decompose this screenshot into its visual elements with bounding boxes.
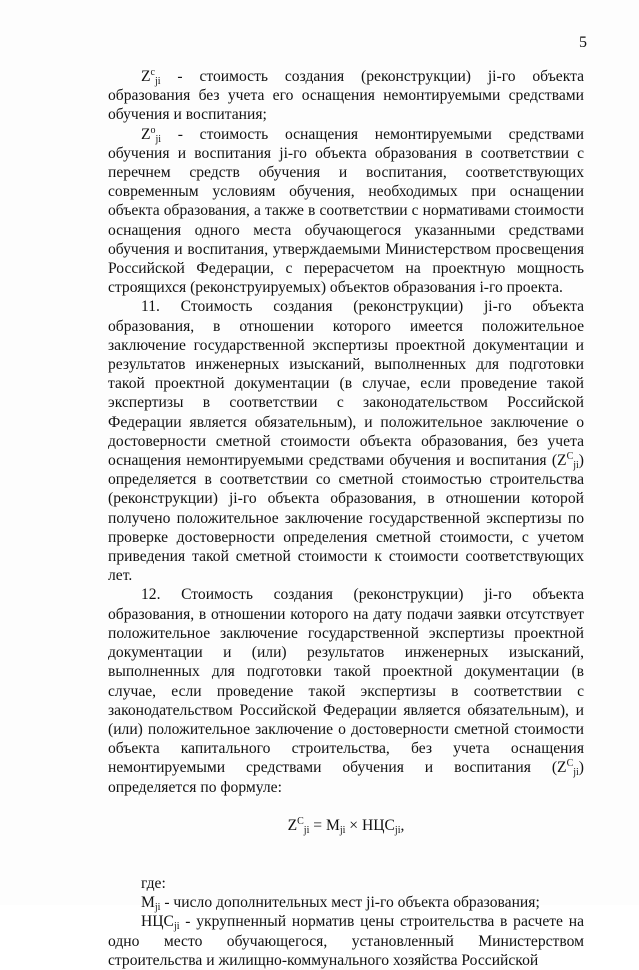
- formula-end: ,: [400, 816, 405, 834]
- legend-ncs: $НЦС_{ji}$ - укрупненный норматив цены строительства в расчете на одно место обучающегося, установленный Министерством строительства и жилищно-коммунального хозяйства Российской: [108, 913, 584, 969]
- legend-m: $M_{ji}$ - число дополнительных мест ji-го объекта образования;: [141, 894, 540, 914]
- formula-equals: =: [309, 816, 326, 834]
- item-11: 11. Стоимость создания (реконструкции) ji-го объекта образования, в отношении которого имеется положительное заключение государственной экспертизы проектной документации и результатов инженерных изысканий, выполненных для подготовки такой проектной документации (в случае, если проведение такой экспертизы в соответствии с законодательством Российской Федерации является обязательным), и положительное заключение о достоверности сметной стоимости объекта образования, без учета оснащения немонтируемыми средствами обучения и воспитания $(Z^C_{ji})$ определяется в соответствии со сметной стоимостью строительства (реконструкции) ji-го объекта образования, в отношении которой получено положительное заключение государственной экспертизы по проверке достоверности определения сметной стоимости, с учетом приведения такой сметной стоимости к стоимости соответствующих лет.: [108, 298, 584, 585]
- symbol-ncs: $НЦС_{ji}$: [141, 913, 180, 933]
- symbol-zo: $Z^o_{ji}$: [141, 124, 162, 145]
- definition-text: - стоимость создания (реконструкции) ji-го объекта образования без учета его оснащения немонтируемыми средствами обучения и воспитания;: [108, 68, 584, 124]
- symbol-zc: $Z^c_{ji}$: [141, 67, 161, 87]
- symbol-m: $M_{ji}$: [141, 894, 161, 914]
- definition-zo: [108, 125, 584, 298]
- where-label: где:: [141, 874, 166, 892]
- document-body: [108, 67, 584, 970]
- spacer: [108, 855, 584, 874]
- formula: [108, 816, 584, 835]
- item-12: 12. Стоимость создания (реконструкции) ji-го объекта образования, в отношении которого на дату подачи заявки отсутствует положительное заключение государственной экспертизы проектной документации и (или) результатов инженерных изысканий, выполненных для подготовки такой проектной документации (в случае, если проведение такой экспертизы в соответствии с законодательством Российской Федерации является обязательным), и (или) положительное заключение о достоверности сметной стоимости объекта капитального строительства, без учета оснащения немонтируемыми средствами обучения и воспитания $(Z^C_{ji})$ определяется по формуле:: [108, 586, 584, 796]
- symbol-zc-11: $Z^C_{ji}$: [557, 451, 579, 472]
- symbol-zc-12: $Z^C_{ji}$: [557, 758, 579, 779]
- formula-times: ×: [345, 816, 362, 834]
- formula-term-ncs: $НЦС_{ji}$: [361, 816, 401, 836]
- formula-term-m: $M_{ji}$: [325, 816, 346, 836]
- definition-zc: [108, 67, 584, 125]
- definition-text: - стоимость оснащения немонтируемыми средствами обучения и воспитания ji-го объекта образования в соответствии с перечнем средств обучения и воспитания, соответствующих современным условиям обучения, необходимых при оснащении объекта образования, а также в соответствии с нормативами стоимости оснащения одного места обучающегося указанными средствами обучения и воспитания, утверждаемыми Министерством просвещения Российской Федерации, с перерасчетом на проектную мощность строящихся (реконструируемых) объектов образования i-го проекта.: [108, 125, 584, 297]
- formula-lhs: $Z^C_{ji}$: [287, 815, 310, 836]
- page-number: 5: [579, 34, 587, 51]
